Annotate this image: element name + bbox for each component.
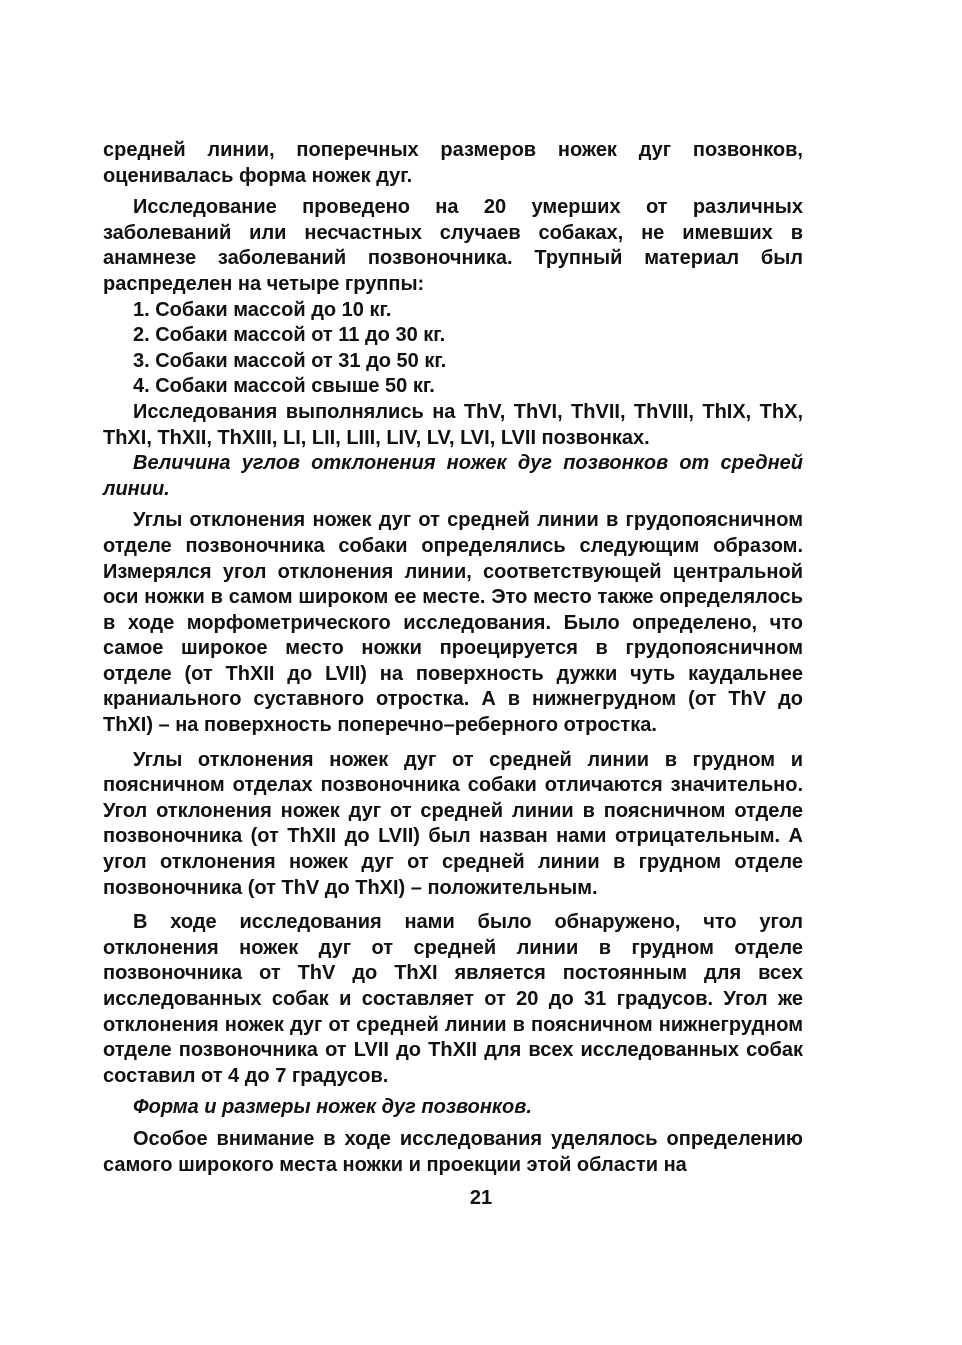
list-item: 1. Собаки массой до 10 кг. xyxy=(133,298,392,321)
list-item: 3. Собаки массой от 31 до 50 кг. xyxy=(133,349,447,372)
page-number: 21 xyxy=(469,1187,493,1209)
document-body xyxy=(103,138,803,1178)
paragraph-angles-results: В ходе исследования нами было обнаружено, что угол отклонения ножек дуг от средней линии в грудном отделе позвоночника от ThV до ThXI является постоянным для всех исследованных собак и составляет от 20 до 31 градусов. Угол же отклонения ножек дуг от средней линии в поясничном нижнегрудном отделе позвоночника от LVII до ThXII для всех исследованных собак составил от 4 до 7 градусов. xyxy=(103,911,803,1087)
paragraph-vertebrae: Исследования выполнялись на ThV, ThVI, ThVII, ThVIII, ThIX, ThX, ThXI, ThXII, ThXIII, LI, LII, LIII, LIV, LV, LVI, LVII позвонках. xyxy=(103,400,803,449)
paragraph-angles-difference: Углы отклонения ножек дуг от средней линии в грудном и поясничном отделах позвоночника собаки отличаются значительно. Угол отклонения ножек дуг от средней линии в поясничном отделе позвоночника (от ThXII до LVII) был назван нами отрицательным. А угол отклонения ножек дуг от средней линии в грудном отделе позвоночника (от ThV до ThXI) – положительным. xyxy=(103,748,803,899)
groups-list xyxy=(103,298,803,400)
subheading-shape-size: Форма и размеры ножек дуг позвонков. xyxy=(133,1096,532,1119)
paragraph-intro-continuation: средней линии, поперечных размеров ножек дуг позвонков, оценивалась форма ножек дуг. xyxy=(103,139,803,187)
list-item: 4. Собаки массой свыше 50 кг. xyxy=(133,375,435,398)
paragraph-shape-intro: Особое внимание в ходе исследования уделялось определению самого широкого места ножки и проекции этой области на xyxy=(103,1127,803,1176)
paragraph-study-description: Исследование проведено на 20 умерших от различных заболеваний или несчастных случаев собаках, не имевших в анамнезе заболеваний позвоночника. Трупный материал был распределен на четыре группы: xyxy=(103,196,803,295)
subheading-angles: Величина углов отклонения ножек дуг позвонков от средней линии. xyxy=(103,452,803,500)
list-item: 2. Собаки массой от 11 до 30 кг. xyxy=(133,324,446,347)
paragraph-angles-method: Углы отклонения ножек дуг от средней линии в грудопоясничном отделе позвоночника собаки определялись следующим образом. Измерялся угол отклонения линии, соответствующей центральной оси ножки в самом широком ее месте. Это место также определялось в ходе морфометрического исследования. Было определено, что самое широкое место ножки проецируется в грудопоясничном отделе (от ThXII до LVII) на поверхность дужки чуть каудальнее краниального суставного отростка. А в нижнегрудном (от ThV до ThXI) – на поверхность поперечно–реберного отростка. xyxy=(103,509,803,737)
